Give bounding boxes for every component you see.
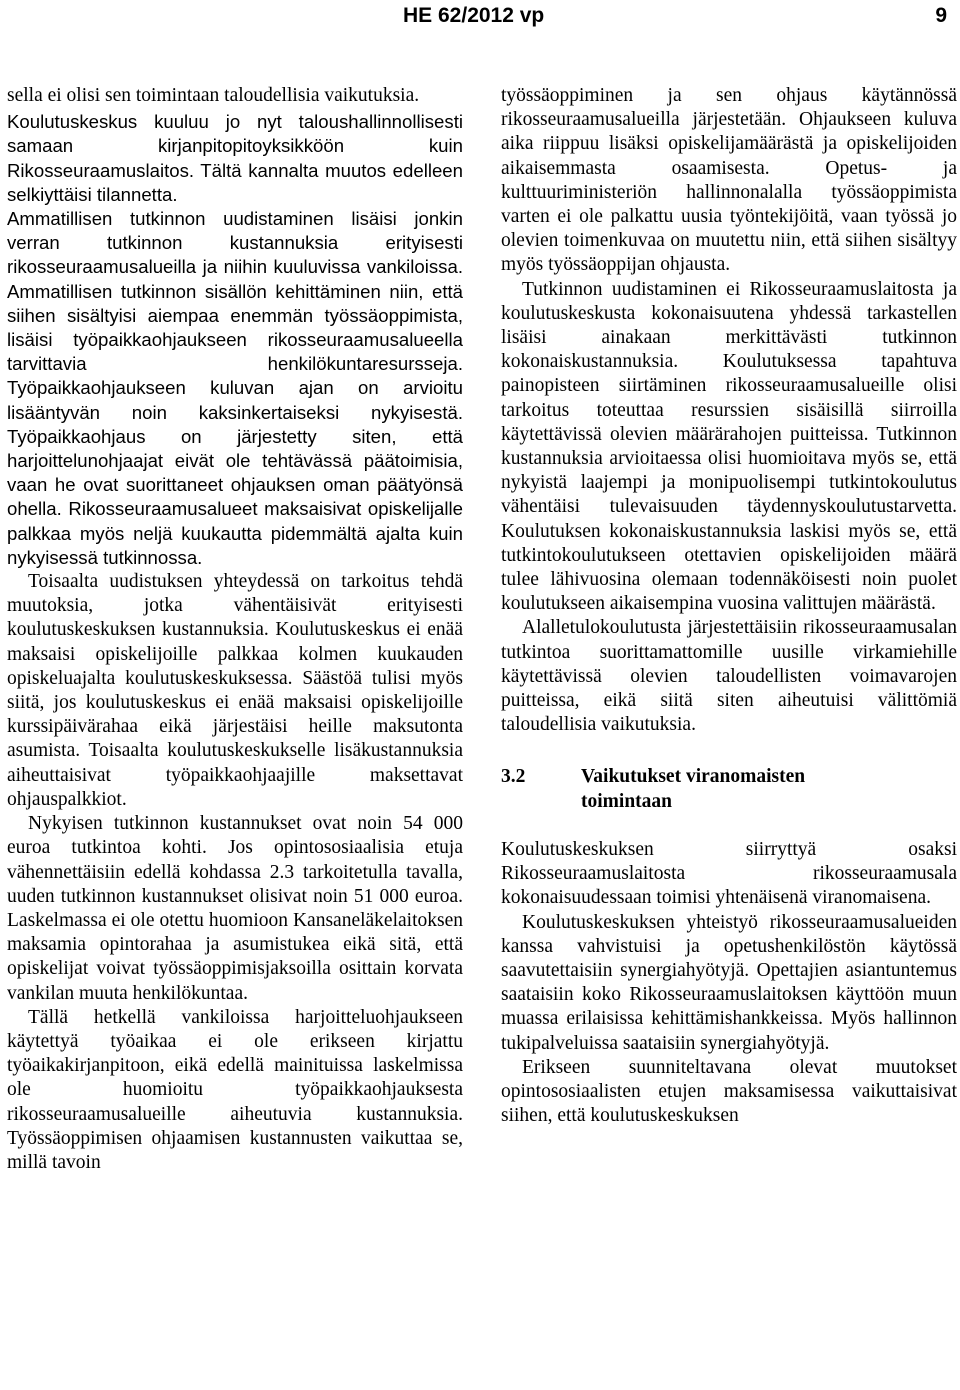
paragraph: Tällä hetkellä vankiloissa harjoitteluohjaukseen käytettyä työaikaa ei ole erikseen kirjattu työaikakirjanpitoon, eikä edellä mainituissa laskelmissa ole huomioitu työpaikkaohjauksesta rikosseuraamusalueille aiheutuvia kustannuksia. Työssäoppimisen ohjaamisen kustannusten vaikuttaa se, millä tavoin — [7, 1006, 463, 1173]
paragraph: Toisaalta uudistuksen yhteydessä on tarkoitus tehdä muutoksia, jotka vähentäisivät erityisesti koulutuskeskuksen kustannuksia. Koulutuskeskus ei enää maksaisi opiskelijoille palkkaa kolmen kuukauden opiskeluajalta koulutuskeskuksessa. Säästöä tulisi myös siitä, jos koulutuskeskus ei enää maksaisi opiskelijoille kurssipäivärahaa eikä järjestäisi heille maksutonta asumista. Toisaalta koulutuskeskukselle lisäkustannuksia aiheuttaisivat työpaikkaohjaajille maksettavat ohjauspalkkiot. — [7, 571, 463, 810]
paragraph: Erikseen suunniteltavana olevat muutokset opintososiaalisten etujen maksamisessa vaikuttaisivat siihen, että koulutuskeskuksen — [501, 1056, 957, 1127]
paragraph: Ammatillisen tutkinnon uudistaminen lisäisi jonkin verran tutkinnon kustannuksia erityisesti rikosseuraamusalueilla ja niihin kuuluvissa vankiloissa. Ammatillisen tutkinnon sisällön kehittäminen niin, että siihen sisältyisi aiempaa enemmän työssäoppimista, lisäisi työpaikkaohjaukseen rikosseuraamusalueella tarvittavia henkilökuntaresursseja. Työpaikkaohjaukseen kuluvan ajan on arvioitu lisääntyvän noin kaksinkertaiseksi nykyisestä. Työpaikkaohjaus on järjestetty siten, että harjoittelunohjaajat eivät ole tehtävässä päätoimisia, vaan he ovat suorittaneet ohjauksen oman päätyönsä ohella. Rikosseuraamusalueet maksaisivat opiskelijalle palkkaa myös neljä kuukautta pidemmältä ajalta kuin nykyisessä tutkinnossa. — [7, 208, 463, 568]
section-heading — [501, 765, 957, 813]
page-header — [0, 4, 960, 34]
paragraph: Koulutuskeskus kuuluu jo nyt taloushallinnollisesti samaan kirjanpitopitoyksikköön kuin Rikosseuraamuslaitos. Tältä kannalta muutos edelleen selkiyttäisi tilannetta. — [7, 111, 463, 205]
right-column — [501, 84, 957, 1128]
left-column — [7, 84, 463, 1175]
document-id: HE 62/2012 vp — [403, 4, 545, 27]
page-number: 9 — [935, 4, 947, 27]
section-title: Vaikutukset viranomaisten toimintaan — [581, 766, 806, 812]
paragraph: Tutkinnon uudistaminen ei Rikosseuraamuslaitosta ja koulutuskeskusta kokonaisuutena yhdessä tarkastellen lisäisi ainakaan merkittävästi tutkinnon kokonaiskustannuksia. Koulutuksessa tapahtuva painopisteen siirtäminen rikosseuraamusalueille olisi tarkoitus toteuttaa resurssien sisäisillä siirroilla käytettävissä olevien määrärahojen puitteissa. Tutkinnon kustannuksia arvioitaessa olisi huomioitava myös se, että nykyistä laajempi ja monipuolisempi tutkintokoulutus vähentäisi tulevaisuuden täydennyskoulutustarvetta. Koulutuksen kokonaiskustannuksia laskisi myös se, että tutkintokoulutukseen otettavien opiskelijoiden määrä tulee lähivuosina olemaan todennäköisesti noin puolet koulutukseen aikaisempina vuosina valittujen määrästä. — [501, 278, 957, 615]
paragraph: työssäoppiminen ja sen ohjaus käytännössä rikosseuraamusalueilla järjestetään. Ohjaukseen kuluva aika riippuu lisäksi opiskelijamäärästä ja opiskelijoiden aikaisemmasta osaamisesta. Opetus- ja kulttuuriministeriön hallinnonalalla työssäoppimista varten ei ole palkattu uusia työntekijöitä, vaan työssä jo olevien toimenkuvaa on muutettu niin, että siihen sisältyy myös työssäoppijan ohjausta. — [501, 85, 957, 276]
paragraph: sella ei olisi sen toimintaan taloudellisia vaikutuksia. — [7, 85, 420, 106]
paragraph: Koulutuskeskuksen siirryttyä osaksi Rikosseuraamuslaitosta rikosseuraamusala kokonaisuudessaan toimisi yhtenäisenä viranomaisena. — [501, 838, 957, 909]
paragraph: Nykyisen tutkinnon kustannukset ovat noin 54 000 euroa tutkintoa kohti. Jos opintososiaalisia etuja vähennettäisiin edellä kohdassa 2.3 tarkoitetulla tavalla, uuden tutkinnon kustannukset olisivat noin 51 000 euroa. Laskelmassa ei ole otettu huomioon Kansaneläkelaitoksen maksamia opintorahaa ja asumistukea eikä sitä, että opiskelijat voivat työssäoppimisjaksoilla osittain korvata vankilan muuta henkilökuntaa. — [7, 813, 463, 1004]
section-number: 3.2 — [501, 766, 526, 788]
paragraph: Alalletulokoulutusta järjestettäisiin rikosseuraamusalan tutkintoa suorittamattomille uusille virkamiehille käytettävissä olevien taloudellisten voimavarojen puitteissa, eikä siitä siten aiheutuisi välittömiä taloudellisia vaikutuksia. — [501, 617, 957, 736]
paragraph: Koulutuskeskuksen yhteistyö rikosseuraamusalueiden kanssa vahvistuisi ja opetushenkilöstön käytössä saavutettaisiin synergiahyötyjä. Opettajien asiantuntemus saataisiin koko Rikosseuraamuslaitoksen käyttöön muun muassa erilaisissa kehittämishankkeissa. Myös hallinnon tukipalveluissa saataisiin synergiahyötyjä. — [501, 911, 957, 1054]
